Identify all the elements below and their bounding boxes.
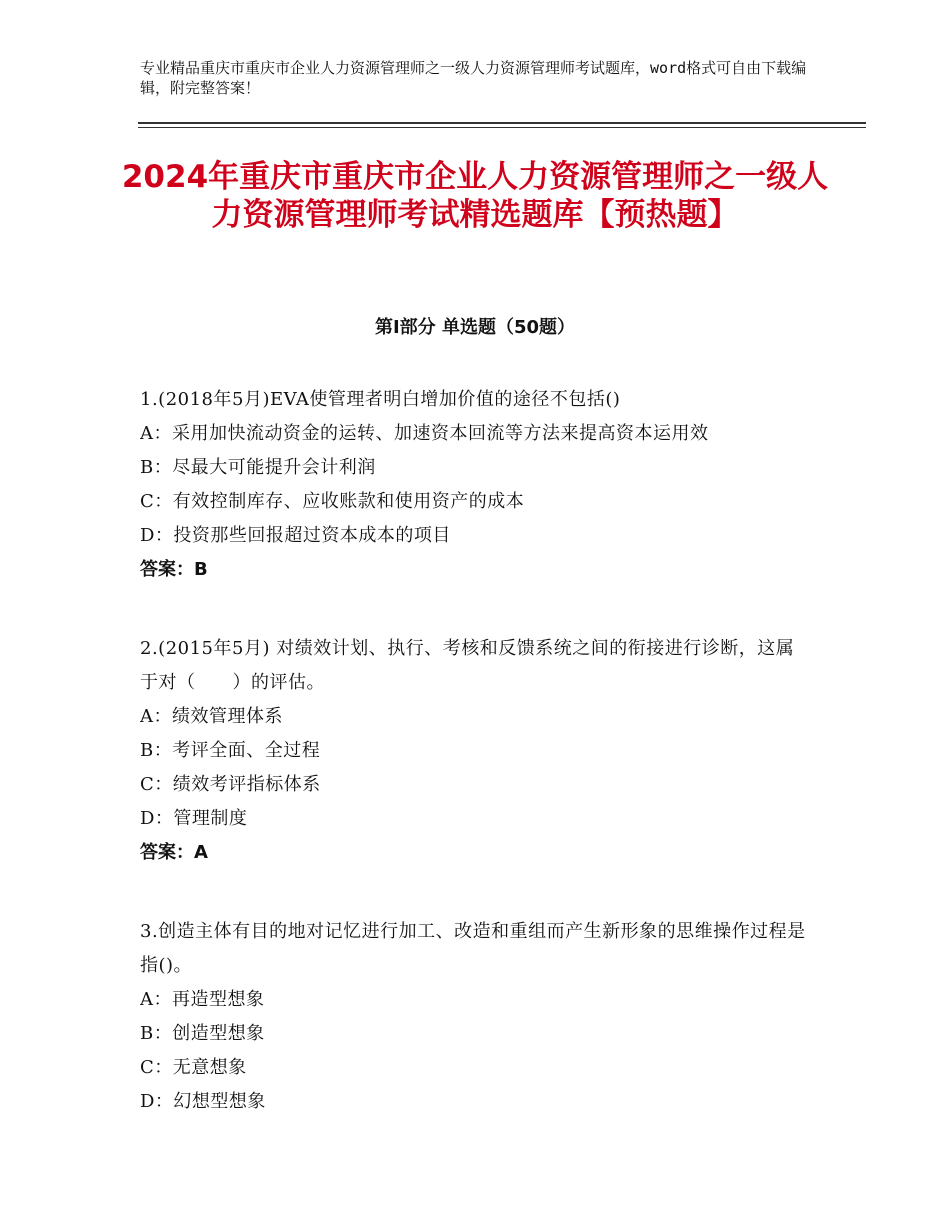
question-1 [140, 383, 810, 587]
header-divider-thin [138, 127, 866, 128]
option-d: D：管理制度 [140, 808, 248, 829]
option-a: A：采用加快流动资金的运转、加速资本回流等方法来提高资本运用效 [140, 423, 709, 444]
option-d: D：幻想型想象 [140, 1091, 266, 1112]
option-a: A：再造型想象 [140, 989, 265, 1010]
header-note: 专业精品重庆市重庆市企业人力资源管理师之一级人力资源管理师考试题库，word格式可自由下载编辑，附完整答案！ [140, 59, 807, 97]
option-c: C：无意想象 [140, 1057, 247, 1078]
option-a: A：绩效管理体系 [140, 706, 283, 727]
question-stem: 1.(2018年5月)EVA使管理者明白增加价值的途径不包括() [140, 389, 621, 410]
question-stem: 3.创造主体有目的地对记忆进行加工、改造和重组而产生新形象的思维操作过程是指()。 [140, 921, 806, 976]
document-title: 2024年重庆市重庆市企业人力资源管理师之一级人力资源管理师考试精选题库【预热题】 [121, 159, 829, 233]
answer: 答案：B [140, 559, 208, 580]
option-c: C：有效控制库存、应收账款和使用资产的成本 [140, 491, 525, 512]
option-c: C：绩效考评指标体系 [140, 774, 321, 795]
option-b: B：创造型想象 [140, 1023, 265, 1044]
question-stem: 2.(2015年5月) 对绩效计划、执行、考核和反馈系统之间的衔接进行诊断，这属于对（ ）的评估。 [140, 638, 795, 693]
question-2 [140, 632, 810, 870]
header-divider-thick [138, 122, 866, 124]
option-d: D：投资那些回报超过资本成本的项目 [140, 525, 451, 546]
section-title: 第Ⅰ部分 单选题（50题） [374, 317, 575, 338]
option-b: B：尽最大可能提升会计利润 [140, 457, 376, 478]
option-b: B：考评全面、全过程 [140, 740, 321, 761]
question-3 [140, 915, 810, 1119]
question-list [140, 383, 810, 1164]
answer: 答案：A [140, 842, 208, 863]
